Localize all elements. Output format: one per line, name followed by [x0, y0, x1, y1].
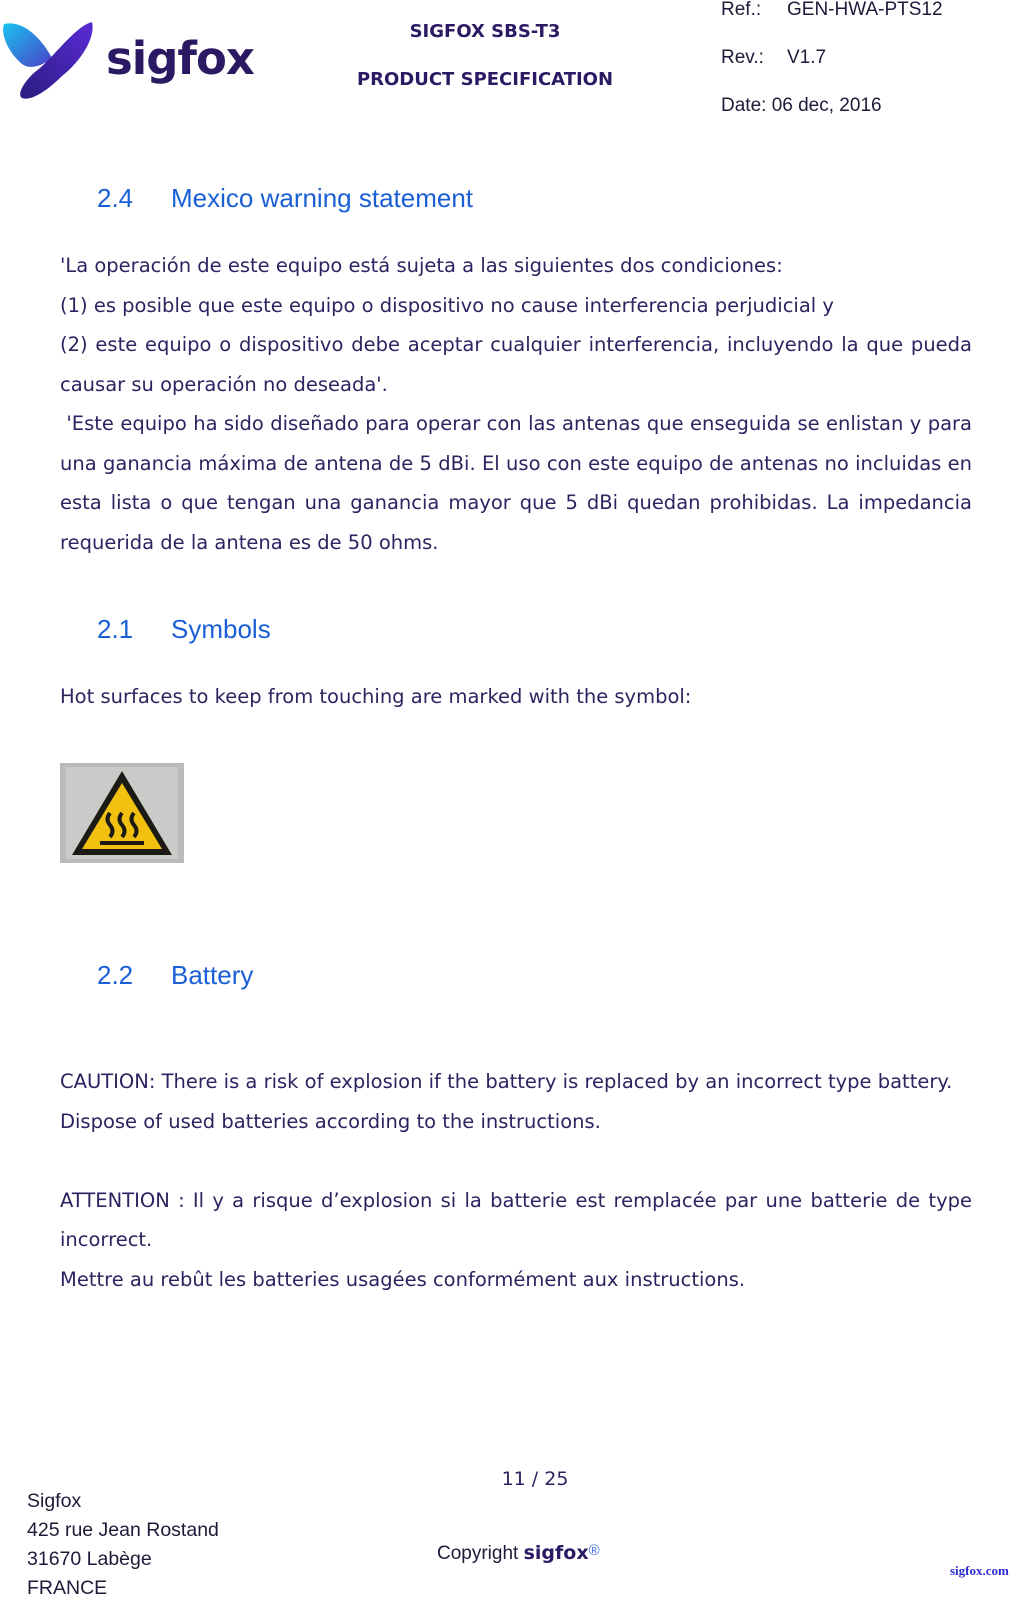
- sigfox-logo: [0, 14, 254, 104]
- logo-wordmark: sigfox: [106, 32, 254, 85]
- date-label: Date:: [721, 95, 767, 116]
- paragraph: (1) es posible que este equipo o dispositivo no cause interferencia perjudicial y: [60, 293, 834, 317]
- section-title: Symbols: [171, 614, 271, 644]
- ref-label: Ref.:: [721, 0, 762, 20]
- paragraph: 'La operación de este equipo está sujeta a las siguientes dos condiciones:: [60, 254, 783, 277]
- paragraph: Hot surfaces to keep from touching are marked with the symbol:: [60, 685, 692, 708]
- battery-text: [60, 1062, 972, 1299]
- paragraph: Mettre au rebût les batteries usagées conformément aux instructions.: [60, 1267, 746, 1291]
- hot-surface-warning-icon: [60, 763, 184, 863]
- document-title-line2: PRODUCT SPECIFICATION: [356, 69, 614, 90]
- section-heading-symbols: [97, 614, 271, 644]
- mexico-warning-text: [60, 246, 979, 562]
- section-number: 2.4: [97, 183, 134, 213]
- section-title: Battery: [171, 960, 254, 990]
- copyright-brand: sigfox: [523, 1542, 589, 1564]
- paragraph: ATTENTION : Il y a risque d’explosion si la batterie est remplacée par une batterie de type incorrect.: [60, 1188, 972, 1251]
- document-meta: [721, 0, 943, 144]
- address-city: 31670 Labège: [27, 1548, 152, 1570]
- address-country: FRANCE: [27, 1577, 108, 1599]
- paragraph: (2) este equipo o dispositivo debe aceptar cualquier interferencia, incluyendo la que pueda causar su operación no deseada'.: [60, 333, 972, 396]
- date-value: 06 dec, 2016: [771, 95, 882, 116]
- section-heading-mexico: [97, 183, 473, 213]
- company-address: [27, 1487, 219, 1603]
- paragraph: 'Este equipo ha sido diseñado para operar con las antenas que enseguida se enlistan y para una ganancia máxima de antena de 5 dBi. El uso con este equipo de antenas no incluidas en esta lista o que tengan una ganancia mayor que 5 dBi quedan prohibidas. La impedancia requerida de la antena es de 50 ohms.: [60, 412, 979, 554]
- section-heading-battery: [97, 960, 253, 990]
- ref-value: GEN-HWA-PTS12: [787, 0, 943, 20]
- website-link[interactable]: sigfox.com: [950, 1563, 1009, 1578]
- paragraph: CAUTION: There is a risk of explosion if the battery is replaced by an incorrect type battery.: [60, 1070, 953, 1093]
- copyright: [437, 1542, 600, 1565]
- rev-value: V1.7: [787, 47, 827, 68]
- page-number: 11 / 25: [501, 1468, 569, 1490]
- address-street: 425 rue Jean Rostand: [27, 1519, 219, 1541]
- document-title-line1: SIGFOX SBS-T3: [409, 21, 561, 42]
- date-row: [721, 96, 943, 144]
- rev-label: Rev.:: [721, 47, 764, 68]
- rev-row: [721, 48, 943, 96]
- section-title: Mexico warning statement: [171, 183, 474, 213]
- paragraph: Dispose of used batteries according to the instructions.: [60, 1109, 601, 1133]
- registered-mark: ®: [588, 1542, 600, 1559]
- ref-row: [721, 0, 943, 48]
- section-number: 2.1: [97, 614, 134, 644]
- section-number: 2.2: [97, 960, 134, 990]
- company-name: Sigfox: [27, 1490, 82, 1512]
- sigfox-logo-icon: [0, 14, 100, 104]
- copyright-label: Copyright: [437, 1543, 519, 1564]
- document-title: [330, 18, 640, 114]
- symbols-text: [60, 677, 972, 717]
